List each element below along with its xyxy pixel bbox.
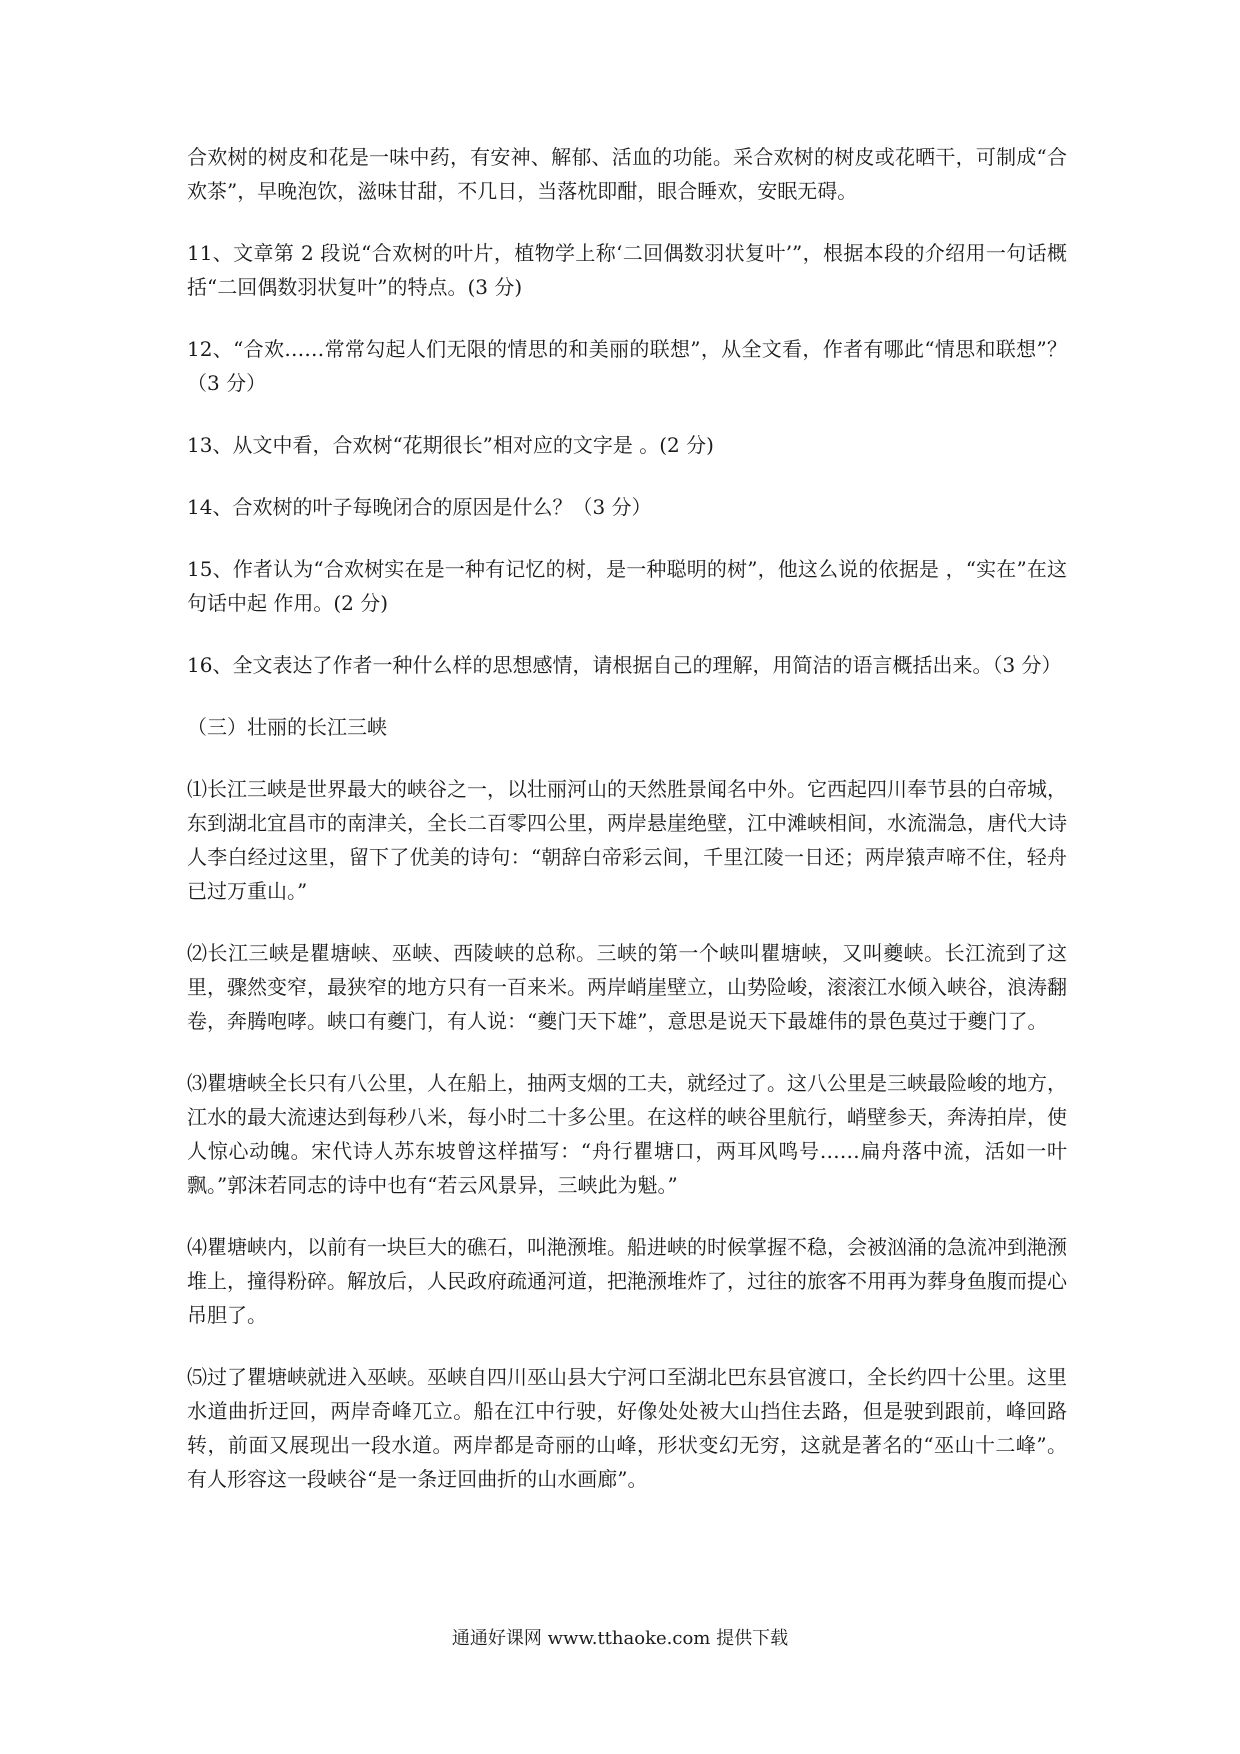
intro-paragraph: 合欢树的树皮和花是一味中药，有安神、解郁、活血的功能。采合欢树的树皮或花晒干，可制成“合欢茶”，早晚泡饮，滋味甘甜，不几日，当落枕即酣，眼合睡欢，安眠无碍。 (187, 145, 1067, 203)
page-footer: 通通好课网 www.tthaoke.com 提供下载 (451, 1628, 789, 1649)
section-heading: （三）壮丽的长江三峡 (187, 715, 387, 739)
passage-paragraph-1: ⑴长江三峡是世界最大的峡谷之一，以壮丽河山的天然胜景闻名中外。它西起四川奉节县的白帝城，东到湖北宜昌市的南津关，全长二百零四公里，两岸悬崖绝壁，江中滩峡相间，水流湍急，唐代大诗人李白经过这里，留下了优美的诗句：“朝辞白帝彩云间，千里江陵一日还；两岸猿声啼不住，轻舟已过万重山。” (187, 777, 1067, 903)
question-11: 11、文章第 2 段说“合欢树的叶片，植物学上称‘二回偶数羽状复叶’”，根据本段的介绍用一句话概括“二回偶数羽状复叶”的特点。(3 分) (187, 241, 1067, 299)
question-14: 14、合欢树的叶子每晚闭合的原因是什么？（3 分） (187, 495, 652, 519)
question-13: 13、从文中看，合欢树“花期很长”相对应的文字是 。(2 分) (187, 433, 714, 457)
document-body (187, 140, 1067, 1496)
passage-paragraph-4: ⑷瞿塘峡内，以前有一块巨大的礁石，叫滟滪堆。船进峡的时候掌握不稳，会被汹涌的急流冲到滟滪堆上，撞得粉碎。解放后，人民政府疏通河道，把滟滪堆炸了，过往的旅客不用再为葬身鱼腹而提心吊胆了。 (187, 1235, 1067, 1327)
passage-paragraph-2: ⑵长江三峡是瞿塘峡、巫峡、西陵峡的总称。三峡的第一个峡叫瞿塘峡，又叫夔峡。长江流到了这里，骤然变窄，最狭窄的地方只有一百来米。两岸峭崖壁立，山势险峻，滚滚江水倾入峡谷，浪涛翻卷，奔腾咆哮。峡口有夔门，有人说：“夔门天下雄”，意思是说天下最雄伟的景色莫过于夔门了。 (187, 941, 1067, 1033)
question-16: 16、全文表达了作者一种什么样的思想感情，请根据自己的理解，用简洁的语言概括出来。（3 分） (187, 653, 1062, 677)
passage-paragraph-3: ⑶瞿塘峡全长只有八公里，人在船上，抽两支烟的工夫，就经过了。这八公里是三峡最险峻的地方，江水的最大流速达到每秒八米，每小时二十多公里。在这样的峡谷里航行，峭壁参天，奔涛拍岸，使人惊心动魄。宋代诗人苏东坡曾这样描写：“舟行瞿塘口，两耳风鸣号……扁舟落中流，活如一叶飘。”郭沫若同志的诗中也有“若云风景异，三峡此为魁。” (187, 1071, 1067, 1197)
passage-paragraph-5: ⑸过了瞿塘峡就进入巫峡。巫峡自四川巫山县大宁河口至湖北巴东县官渡口，全长约四十公里。这里水道曲折迂回，两岸奇峰兀立。船在江中行驶，好像处处被大山挡住去路，但是驶到跟前，峰回路转，前面又展现出一段水道。两岸都是奇丽的山峰，形状变幻无穷，这就是著名的“巫山十二峰”。有人形容这一段峡谷“是一条迂回曲折的山水画廊”。 (187, 1365, 1067, 1491)
question-15: 15、作者认为“合欢树实在是一种有记忆的树，是一种聪明的树”，他这么说的依据是 ，“实在”在这句话中起 作用。(2 分) (187, 557, 1067, 615)
question-12: 12、“合欢……常常勾起人们无限的情思的和美丽的联想”，从全文看，作者有哪此“情思和联想”？（3 分） (187, 337, 1067, 395)
